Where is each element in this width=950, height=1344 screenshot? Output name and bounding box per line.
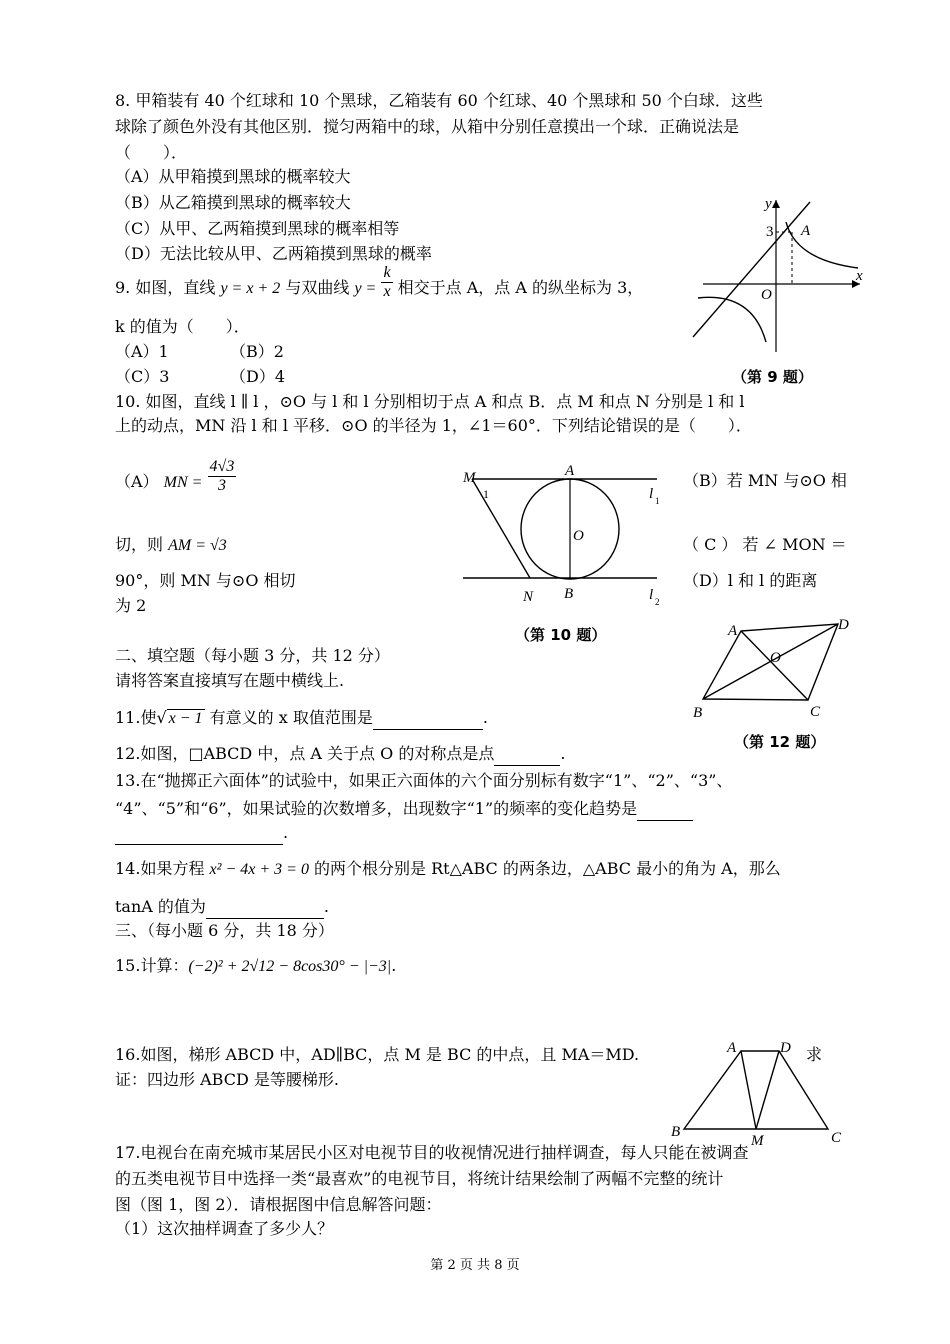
q16-label-d: D (780, 1040, 791, 1056)
q10-stem-line2: 上的动点，MN 沿 l 和 l 平移．⊙O 的半径为 1，∠1＝60°．下列结论错误的是（ ）． (115, 416, 752, 435)
q10-label-m: M (463, 470, 476, 486)
q10-figure (455, 458, 670, 613)
q10-option-d: （D）l 和 l 的距离 (683, 571, 818, 590)
q15: 15.计算：(−2)² + 2√12 − 8cos30° − |−3|. (115, 956, 397, 975)
q10-a-fraction: $\frac{4√3}{3}$ (209, 458, 235, 494)
q12-answer-blank[interactable] (494, 743, 560, 766)
q9-label-a: A (801, 223, 811, 239)
q17-line3: 图（图 1，图 2）．请根据图中信息解答问题： (115, 1195, 442, 1214)
q14-answer-blank[interactable] (206, 896, 324, 919)
q12-label-d: D (838, 617, 849, 633)
q13-line2: “4”、“5”和“6”，如果试验的次数增多，出现数字“1”的频率的变化趋势是 (115, 798, 693, 821)
section2-instructions: 请将答案直接填写在题中横线上. (115, 671, 345, 690)
q8-option-a: （A）从甲箱摸到黑球的概率较大 (115, 167, 351, 186)
q11-radicand: x − 1 (168, 710, 203, 727)
q9-stem-line1: 9. 如图，直线 y = x + 2 与双曲线 y = $\frac{k}{x}$ 相交于点 A，点 A 的纵坐标为 3， (115, 264, 644, 300)
q9-fraction: $\frac{k}{x}$ (383, 264, 391, 300)
q16-segment-am (741, 1051, 756, 1129)
q16-line1: 16.如图，梯形 ABCD 中，AD∥BC，点 M 是 BC 的中点，且 MA＝MD. (115, 1045, 640, 1064)
q8-option-b: （B）从乙箱摸到黑球的概率较大 (115, 193, 351, 212)
q10-option-d-cont: 为 2 (115, 596, 147, 615)
q9-option-b: （B）2 (230, 342, 284, 361)
q14-line2: tanA 的值为 . (115, 896, 329, 919)
q10-label-angle1: 1 (483, 487, 489, 501)
q9-label-3: 3 (766, 224, 774, 240)
q12-caption: （第 12 题） (734, 733, 826, 751)
q16-trapezoid (684, 1051, 828, 1129)
q9-hyperbola-equation: y = (354, 280, 377, 297)
q13-line1: 13.在“抛掷正六面体”的试验中，如果正六面体的六个面分别标有数字“1”、“2”、“3”、 (115, 771, 733, 790)
q10-option-c: （ C ） 若 ∠ MON ＝ (683, 535, 847, 554)
q10-label-a: A (565, 463, 575, 479)
q10-label-b: B (564, 586, 574, 602)
q9-caption: （第 9 题） (732, 368, 813, 386)
q17-line1: 17.电视台在南充城市某居民小区对电视节目的收视情况进行抽样调查，每人只能在被调查 (115, 1143, 749, 1162)
q17-line2: 的五类电视节目中选择一类“最喜欢”的电视节目，将统计结果绘制了两幅不完整的统计 (115, 1169, 724, 1188)
q12-label-o: O (770, 650, 781, 666)
q12-label-c: C (810, 704, 821, 720)
q9-label-o: O (761, 287, 772, 303)
q9-figure (688, 192, 868, 362)
q16-label-m: M (751, 1133, 764, 1148)
q16-label-c: C (831, 1130, 842, 1146)
q8-stem-line2: 球除了颜色外没有其他区别．搅匀两箱中的球，从箱中分别任意摸出一个球．正确说法是 (115, 117, 740, 136)
q8-stem-line3: （ ）． (115, 143, 188, 162)
q9-option-d: （D）4 (230, 367, 286, 386)
q10-option-b: （B）若 MN 与⊙O 相 (683, 471, 847, 490)
q16-qiu: 求 (806, 1045, 823, 1064)
q13-line3: . (115, 822, 288, 845)
q10-caption: （第 10 题） (515, 626, 607, 644)
q12-label-b: B (693, 705, 703, 721)
q10-label-l1-sub: 1 (655, 496, 660, 506)
q15-expression: (−2)² + 2√12 − 8cos30° − |−3| (188, 958, 392, 975)
q9-y-arrow (772, 200, 780, 208)
q10-label-n: N (523, 589, 534, 605)
q8-option-d: （D）无法比较从甲、乙两箱摸到黑球的概率 (115, 244, 432, 263)
q13-answer-blank-2[interactable] (115, 822, 283, 845)
q13-answer-blank-1[interactable] (637, 798, 693, 821)
q10-label-l2-sub: 2 (655, 597, 660, 607)
q9-stem-line2: k 的值为（ ）． (115, 317, 250, 336)
q10-label-o: O (573, 528, 584, 544)
q11-answer-blank[interactable] (373, 707, 483, 730)
page-footer: 第 2 页 共 8 页 (430, 1258, 520, 1273)
q16-figure (668, 1036, 848, 1148)
q12: 12.如图，□ABCD 中，点 A 关于点 O 的对称点是点 . (115, 743, 565, 766)
q10-label-l1: l (649, 486, 654, 502)
section2-title: 二、填空题（每小题 3 分，共 12 分） (115, 646, 390, 665)
q9-hyperbola-branch-right (786, 222, 858, 268)
q9-label-x: x (856, 268, 863, 284)
q9-option-a: （A）1 (115, 342, 169, 361)
q12-label-a: A (728, 623, 738, 639)
q9-label-y: y (765, 196, 772, 212)
q10-option-b-cont: 切，则 AM = √3 (115, 535, 227, 554)
q10-stem-line1: 10. 如图，直线 l ∥ l ，⊙O 与 l 和 l 分别相切于点 A 和点 B．点 M 和点 N 分别是 l 和 l (115, 392, 745, 411)
q16-label-b: B (671, 1124, 681, 1140)
q10-option-a: （A） MN = $\frac{4√3}{3}$ (115, 458, 235, 494)
q16-line2: 证：四边形 ABCD 是等腰梯形. (115, 1070, 339, 1089)
q8-option-c: （C）从甲、乙两箱摸到黑球的概率相等 (115, 219, 400, 238)
q11: 11.使√ x − 1 有意义的 x 取值范围是 . (115, 707, 488, 730)
q10-option-c-cont: 90°，则 MN 与⊙O 相切 (115, 571, 296, 590)
q10-label-l2: l (649, 587, 654, 603)
q8-stem-line1: 8. 甲箱装有 40 个红球和 10 个黑球，乙箱装有 60 个红球、40 个黑球和 50 个白球．这些 (115, 91, 763, 110)
q16-segment-dm (756, 1051, 779, 1129)
q9-line-equation: y = x + 2 (220, 280, 281, 297)
section3-title: 三、（每小题 6 分，共 18 分） (115, 921, 334, 940)
q9-option-c: （C）3 (115, 367, 170, 386)
q17-subquestion-1: （1）这次抽样调查了多少人？ (115, 1219, 334, 1238)
q12-figure (688, 615, 858, 723)
q16-label-a: A (727, 1040, 737, 1056)
q14-equation: x² − 4x + 3 = 0 (209, 861, 309, 878)
q14-line1: 14.如果方程 x² − 4x + 3 = 0 的两个根分别是 Rt△ABC 的两条边，△ABC 最小的角为 A，那么 (115, 859, 781, 878)
